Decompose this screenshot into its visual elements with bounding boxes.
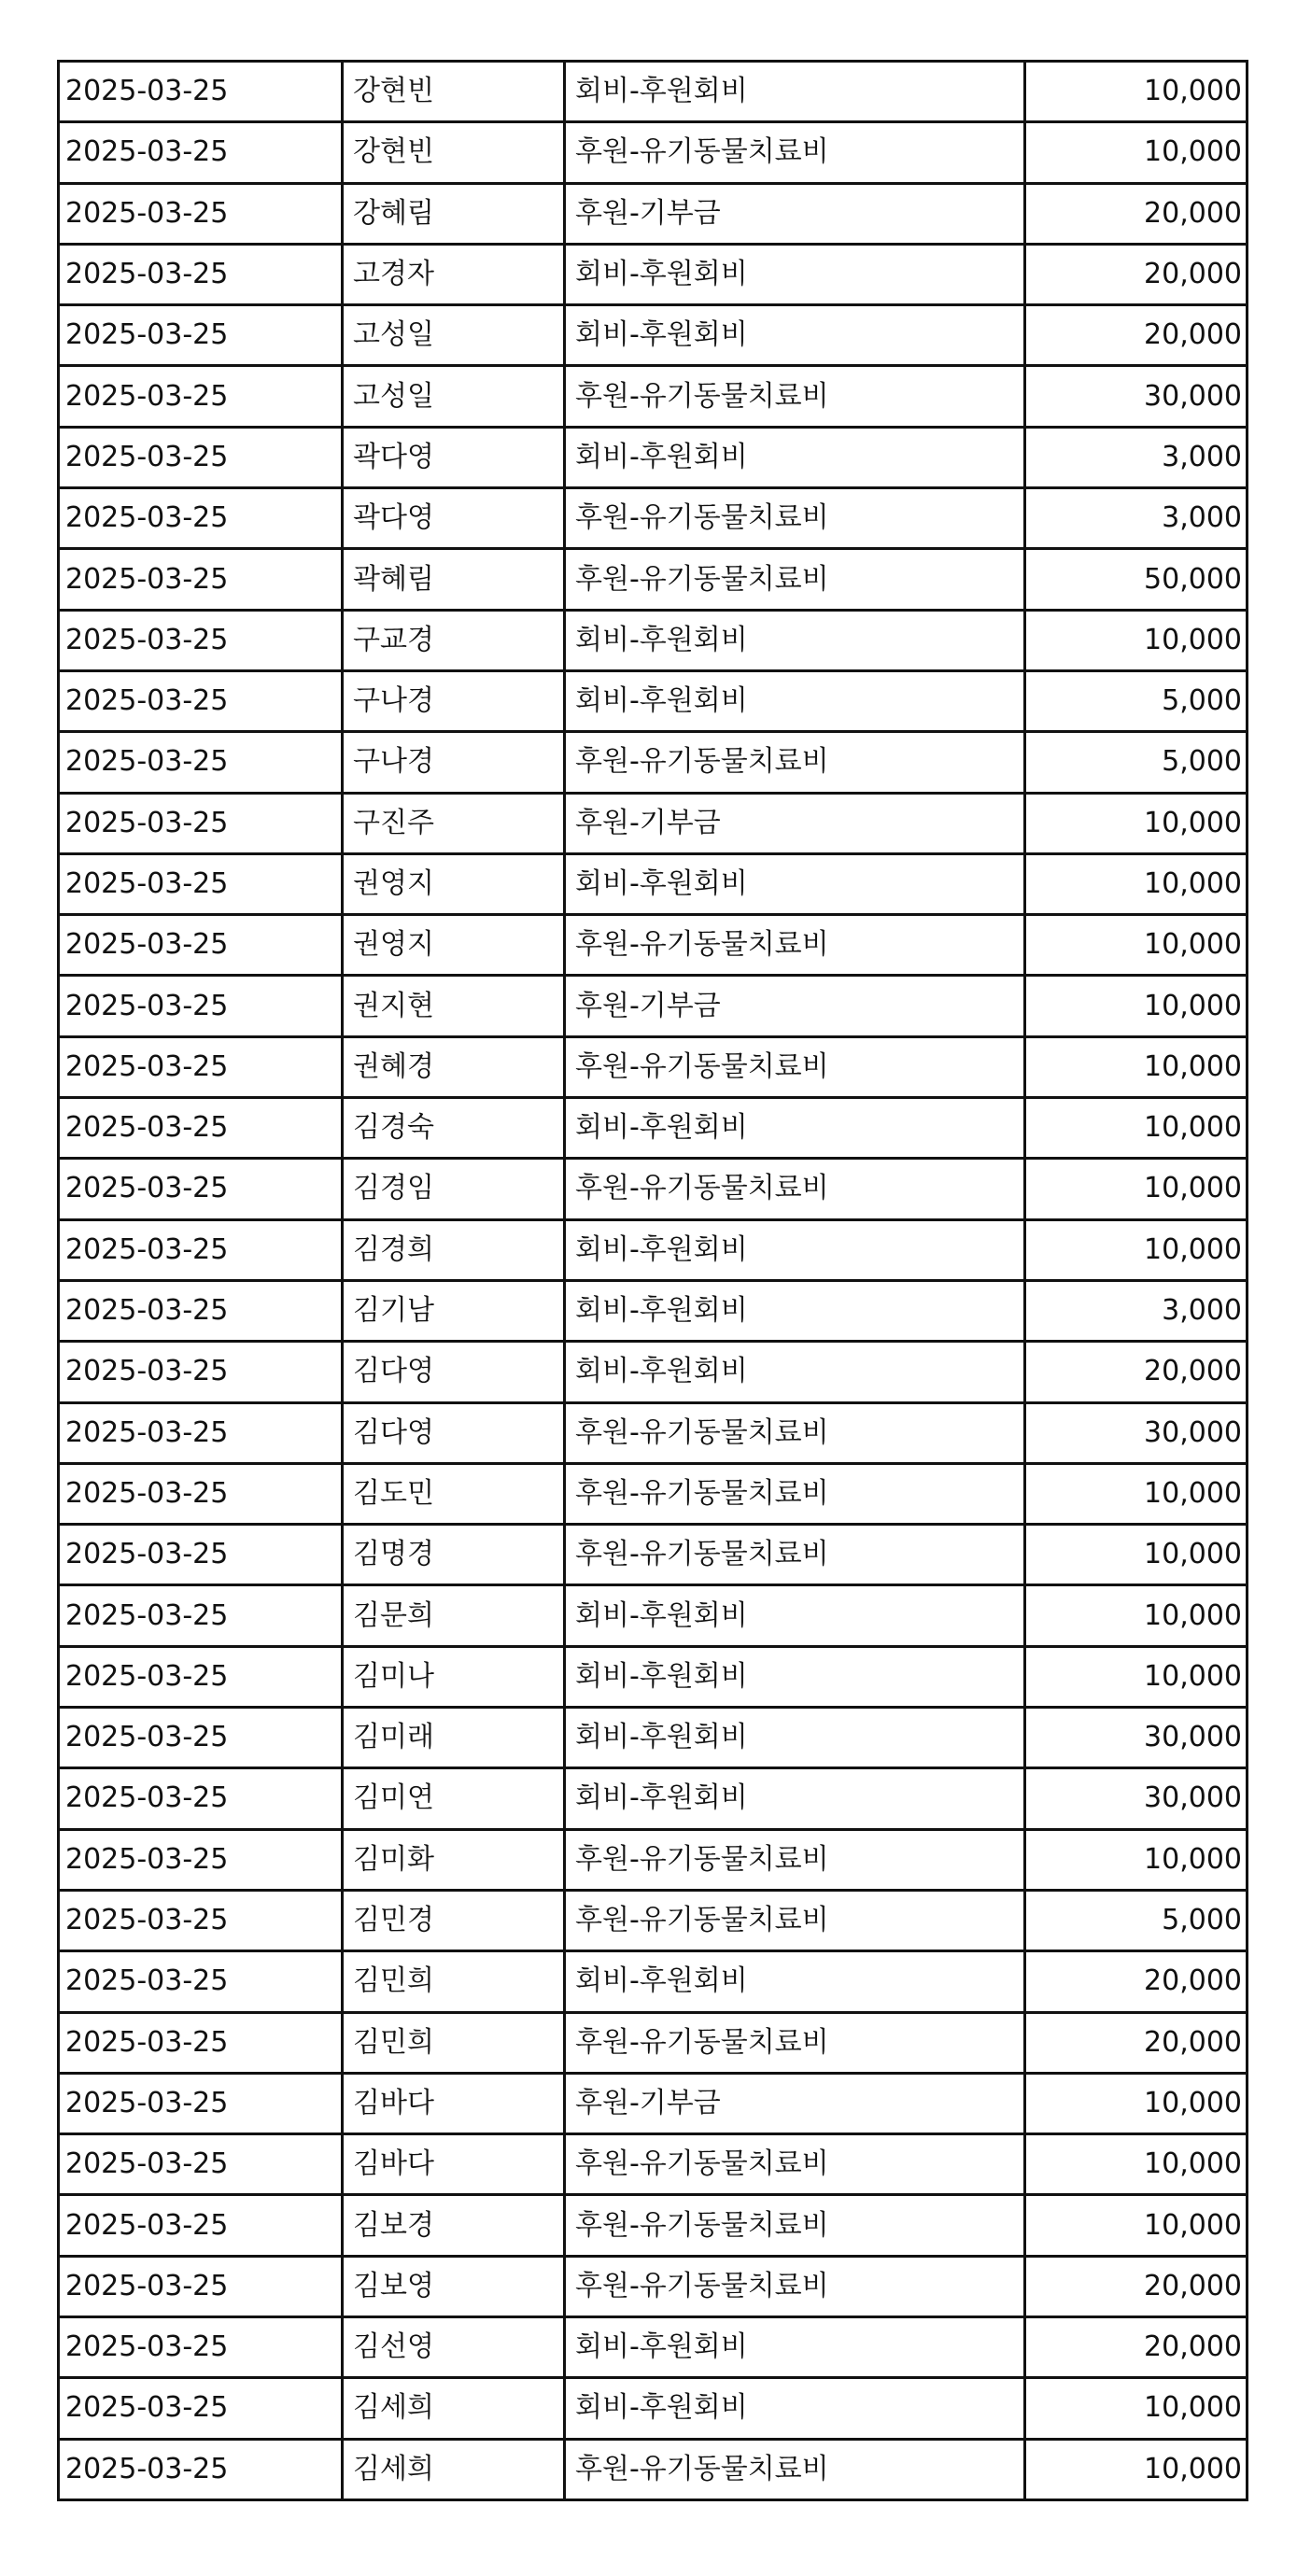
category-cell: 회비-후원회비 [565, 670, 1025, 731]
date-cell: 2025-03-25 [59, 732, 343, 793]
amount-cell: 10,000 [1025, 1525, 1248, 1585]
category-cell: 후원-유기동물치료비 [565, 1829, 1025, 1890]
date-cell: 2025-03-25 [59, 1098, 343, 1159]
amount-cell: 30,000 [1025, 1402, 1248, 1463]
category-cell: 후원-유기동물치료비 [565, 2012, 1025, 2073]
table-row [59, 122, 1248, 183]
donor-name-cell: 김문희 [343, 1585, 565, 1646]
amount-cell: 10,000 [1025, 1463, 1248, 1524]
category-cell: 회비-후원회비 [565, 305, 1025, 366]
donor-name-cell: 김보영 [343, 2256, 565, 2316]
donor-name-cell: 강현빈 [343, 122, 565, 183]
table-row [59, 1525, 1248, 1585]
amount-cell: 20,000 [1025, 2012, 1248, 2073]
category-cell: 후원-유기동물치료비 [565, 1463, 1025, 1524]
donor-name-cell: 김기남 [343, 1280, 565, 1341]
table-row [59, 488, 1248, 549]
category-cell: 회비-후원회비 [565, 610, 1025, 670]
donor-name-cell: 강혜림 [343, 183, 565, 244]
amount-cell: 10,000 [1025, 1098, 1248, 1159]
category-cell: 후원-유기동물치료비 [565, 1402, 1025, 1463]
donor-name-cell: 김다영 [343, 1402, 565, 1463]
category-cell: 후원-유기동물치료비 [565, 915, 1025, 976]
category-cell: 후원-기부금 [565, 793, 1025, 853]
table-row [59, 427, 1248, 487]
date-cell: 2025-03-25 [59, 1585, 343, 1646]
table-row [59, 610, 1248, 670]
table-row [59, 1768, 1248, 1829]
date-cell: 2025-03-25 [59, 610, 343, 670]
table-row [59, 2439, 1248, 2499]
donor-name-cell: 권혜경 [343, 1036, 565, 1097]
category-cell: 회비-후원회비 [565, 853, 1025, 914]
amount-cell: 20,000 [1025, 244, 1248, 304]
date-cell: 2025-03-25 [59, 793, 343, 853]
donor-name-cell: 김미나 [343, 1646, 565, 1707]
category-cell: 후원-유기동물치료비 [565, 1525, 1025, 1585]
category-cell: 회비-후원회비 [565, 1280, 1025, 1341]
date-cell: 2025-03-25 [59, 1402, 343, 1463]
date-cell: 2025-03-25 [59, 670, 343, 731]
date-cell: 2025-03-25 [59, 2378, 343, 2439]
amount-cell: 10,000 [1025, 1646, 1248, 1707]
date-cell: 2025-03-25 [59, 1525, 343, 1585]
table-row [59, 2378, 1248, 2439]
table-row [59, 670, 1248, 731]
table-row [59, 1646, 1248, 1707]
date-cell: 2025-03-25 [59, 1829, 343, 1890]
amount-cell: 20,000 [1025, 1951, 1248, 2012]
table-row [59, 1219, 1248, 1280]
donor-name-cell: 구나경 [343, 670, 565, 731]
date-cell: 2025-03-25 [59, 1463, 343, 1524]
amount-cell: 3,000 [1025, 488, 1248, 549]
date-cell: 2025-03-25 [59, 1280, 343, 1341]
amount-cell: 10,000 [1025, 793, 1248, 853]
table-row [59, 793, 1248, 853]
category-cell: 회비-후원회비 [565, 1768, 1025, 1829]
date-cell: 2025-03-25 [59, 427, 343, 487]
amount-cell: 5,000 [1025, 670, 1248, 731]
donor-name-cell: 구교경 [343, 610, 565, 670]
amount-cell: 5,000 [1025, 1890, 1248, 1950]
table-row [59, 1342, 1248, 1402]
category-cell: 후원-유기동물치료비 [565, 549, 1025, 610]
date-cell: 2025-03-25 [59, 1890, 343, 1950]
date-cell: 2025-03-25 [59, 1768, 343, 1829]
amount-cell: 10,000 [1025, 976, 1248, 1036]
amount-cell: 10,000 [1025, 2439, 1248, 2499]
date-cell: 2025-03-25 [59, 1342, 343, 1402]
category-cell: 후원-유기동물치료비 [565, 122, 1025, 183]
category-cell: 회비-후원회비 [565, 1951, 1025, 2012]
category-cell: 후원-유기동물치료비 [565, 2439, 1025, 2499]
date-cell: 2025-03-25 [59, 1219, 343, 1280]
category-cell: 후원-유기동물치료비 [565, 1890, 1025, 1950]
donor-name-cell: 김경희 [343, 1219, 565, 1280]
category-cell: 회비-후원회비 [565, 62, 1025, 122]
date-cell: 2025-03-25 [59, 2012, 343, 2073]
date-cell: 2025-03-25 [59, 2134, 343, 2195]
amount-cell: 10,000 [1025, 1159, 1248, 1219]
donor-name-cell: 구진주 [343, 793, 565, 853]
donor-name-cell: 김바다 [343, 2134, 565, 2195]
donor-name-cell: 김미래 [343, 1708, 565, 1768]
donor-name-cell: 김도민 [343, 1463, 565, 1524]
table-row [59, 1159, 1248, 1219]
table-row [59, 853, 1248, 914]
date-cell: 2025-03-25 [59, 2195, 343, 2256]
date-cell: 2025-03-25 [59, 1646, 343, 1707]
amount-cell: 10,000 [1025, 1829, 1248, 1890]
category-cell: 회비-후원회비 [565, 2378, 1025, 2439]
donor-name-cell: 김선영 [343, 2316, 565, 2377]
date-cell: 2025-03-25 [59, 976, 343, 1036]
category-cell: 후원-유기동물치료비 [565, 2256, 1025, 2316]
donor-name-cell: 김경임 [343, 1159, 565, 1219]
amount-cell: 10,000 [1025, 62, 1248, 122]
category-cell: 후원-유기동물치료비 [565, 732, 1025, 793]
amount-cell: 10,000 [1025, 2134, 1248, 2195]
date-cell: 2025-03-25 [59, 1036, 343, 1097]
category-cell: 회비-후원회비 [565, 1219, 1025, 1280]
table-row [59, 62, 1248, 122]
category-cell: 회비-후원회비 [565, 1342, 1025, 1402]
amount-cell: 10,000 [1025, 915, 1248, 976]
category-cell: 후원-유기동물치료비 [565, 366, 1025, 427]
amount-cell: 20,000 [1025, 183, 1248, 244]
donor-name-cell: 김미화 [343, 1829, 565, 1890]
date-cell: 2025-03-25 [59, 1159, 343, 1219]
donor-name-cell: 김민희 [343, 1951, 565, 2012]
table-row [59, 732, 1248, 793]
category-cell: 회비-후원회비 [565, 2316, 1025, 2377]
date-cell: 2025-03-25 [59, 549, 343, 610]
date-cell: 2025-03-25 [59, 366, 343, 427]
table-row [59, 1280, 1248, 1341]
amount-cell: 20,000 [1025, 2316, 1248, 2377]
table-row [59, 915, 1248, 976]
date-cell: 2025-03-25 [59, 2439, 343, 2499]
table-row [59, 1951, 1248, 2012]
donor-name-cell: 권지현 [343, 976, 565, 1036]
date-cell: 2025-03-25 [59, 183, 343, 244]
date-cell: 2025-03-25 [59, 244, 343, 304]
table-row [59, 2012, 1248, 2073]
table-row [59, 1098, 1248, 1159]
table-row [59, 1890, 1248, 1950]
amount-cell: 50,000 [1025, 549, 1248, 610]
ledger-body [59, 62, 1248, 2500]
donor-name-cell: 김세희 [343, 2378, 565, 2439]
table-row [59, 2316, 1248, 2377]
category-cell: 회비-후원회비 [565, 1708, 1025, 1768]
date-cell: 2025-03-25 [59, 122, 343, 183]
donor-name-cell: 곽다영 [343, 488, 565, 549]
amount-cell: 20,000 [1025, 1342, 1248, 1402]
amount-cell: 10,000 [1025, 1219, 1248, 1280]
amount-cell: 30,000 [1025, 1708, 1248, 1768]
donor-name-cell: 김경숙 [343, 1098, 565, 1159]
date-cell: 2025-03-25 [59, 305, 343, 366]
table-row [59, 1585, 1248, 1646]
category-cell: 회비-후원회비 [565, 1098, 1025, 1159]
amount-cell: 10,000 [1025, 2378, 1248, 2439]
amount-cell: 10,000 [1025, 1585, 1248, 1646]
table-row [59, 244, 1248, 304]
donor-name-cell: 김다영 [343, 1342, 565, 1402]
donor-name-cell: 강현빈 [343, 62, 565, 122]
amount-cell: 3,000 [1025, 1280, 1248, 1341]
donor-name-cell: 고경자 [343, 244, 565, 304]
amount-cell: 20,000 [1025, 2256, 1248, 2316]
date-cell: 2025-03-25 [59, 915, 343, 976]
date-cell: 2025-03-25 [59, 62, 343, 122]
date-cell: 2025-03-25 [59, 853, 343, 914]
amount-cell: 3,000 [1025, 427, 1248, 487]
amount-cell: 10,000 [1025, 2073, 1248, 2133]
donor-name-cell: 김보경 [343, 2195, 565, 2256]
donation-ledger-table [57, 60, 1248, 2501]
category-cell: 후원-유기동물치료비 [565, 488, 1025, 549]
table-row [59, 2073, 1248, 2133]
category-cell: 회비-후원회비 [565, 244, 1025, 304]
donor-name-cell: 김세희 [343, 2439, 565, 2499]
amount-cell: 10,000 [1025, 122, 1248, 183]
amount-cell: 30,000 [1025, 1768, 1248, 1829]
category-cell: 후원-기부금 [565, 183, 1025, 244]
table-row [59, 2195, 1248, 2256]
amount-cell: 30,000 [1025, 366, 1248, 427]
donor-name-cell: 김미연 [343, 1768, 565, 1829]
category-cell: 회비-후원회비 [565, 1585, 1025, 1646]
date-cell: 2025-03-25 [59, 2256, 343, 2316]
category-cell: 회비-후원회비 [565, 1646, 1025, 1707]
table-row [59, 1402, 1248, 1463]
table-row [59, 1463, 1248, 1524]
date-cell: 2025-03-25 [59, 2073, 343, 2133]
donor-name-cell: 김명경 [343, 1525, 565, 1585]
table-row [59, 976, 1248, 1036]
donor-name-cell: 곽다영 [343, 427, 565, 487]
table-row [59, 549, 1248, 610]
donor-name-cell: 권영지 [343, 853, 565, 914]
donor-name-cell: 구나경 [343, 732, 565, 793]
table-row [59, 183, 1248, 244]
date-cell: 2025-03-25 [59, 1708, 343, 1768]
date-cell: 2025-03-25 [59, 2316, 343, 2377]
category-cell: 후원-유기동물치료비 [565, 1159, 1025, 1219]
date-cell: 2025-03-25 [59, 1951, 343, 2012]
category-cell: 회비-후원회비 [565, 427, 1025, 487]
amount-cell: 10,000 [1025, 853, 1248, 914]
table-row [59, 2256, 1248, 2316]
table-row [59, 1036, 1248, 1097]
donor-name-cell: 김바다 [343, 2073, 565, 2133]
amount-cell: 10,000 [1025, 610, 1248, 670]
category-cell: 후원-유기동물치료비 [565, 2195, 1025, 2256]
donor-name-cell: 고성일 [343, 366, 565, 427]
amount-cell: 5,000 [1025, 732, 1248, 793]
table-row [59, 305, 1248, 366]
category-cell: 후원-기부금 [565, 976, 1025, 1036]
category-cell: 후원-기부금 [565, 2073, 1025, 2133]
category-cell: 후원-유기동물치료비 [565, 2134, 1025, 2195]
table-row [59, 2134, 1248, 2195]
amount-cell: 10,000 [1025, 1036, 1248, 1097]
donor-name-cell: 김민경 [343, 1890, 565, 1950]
table-row [59, 366, 1248, 427]
table-row [59, 1829, 1248, 1890]
amount-cell: 10,000 [1025, 2195, 1248, 2256]
donor-name-cell: 곽혜림 [343, 549, 565, 610]
donor-name-cell: 고성일 [343, 305, 565, 366]
table-row [59, 1708, 1248, 1768]
category-cell: 후원-유기동물치료비 [565, 1036, 1025, 1097]
date-cell: 2025-03-25 [59, 488, 343, 549]
donor-name-cell: 김민희 [343, 2012, 565, 2073]
amount-cell: 20,000 [1025, 305, 1248, 366]
donor-name-cell: 권영지 [343, 915, 565, 976]
